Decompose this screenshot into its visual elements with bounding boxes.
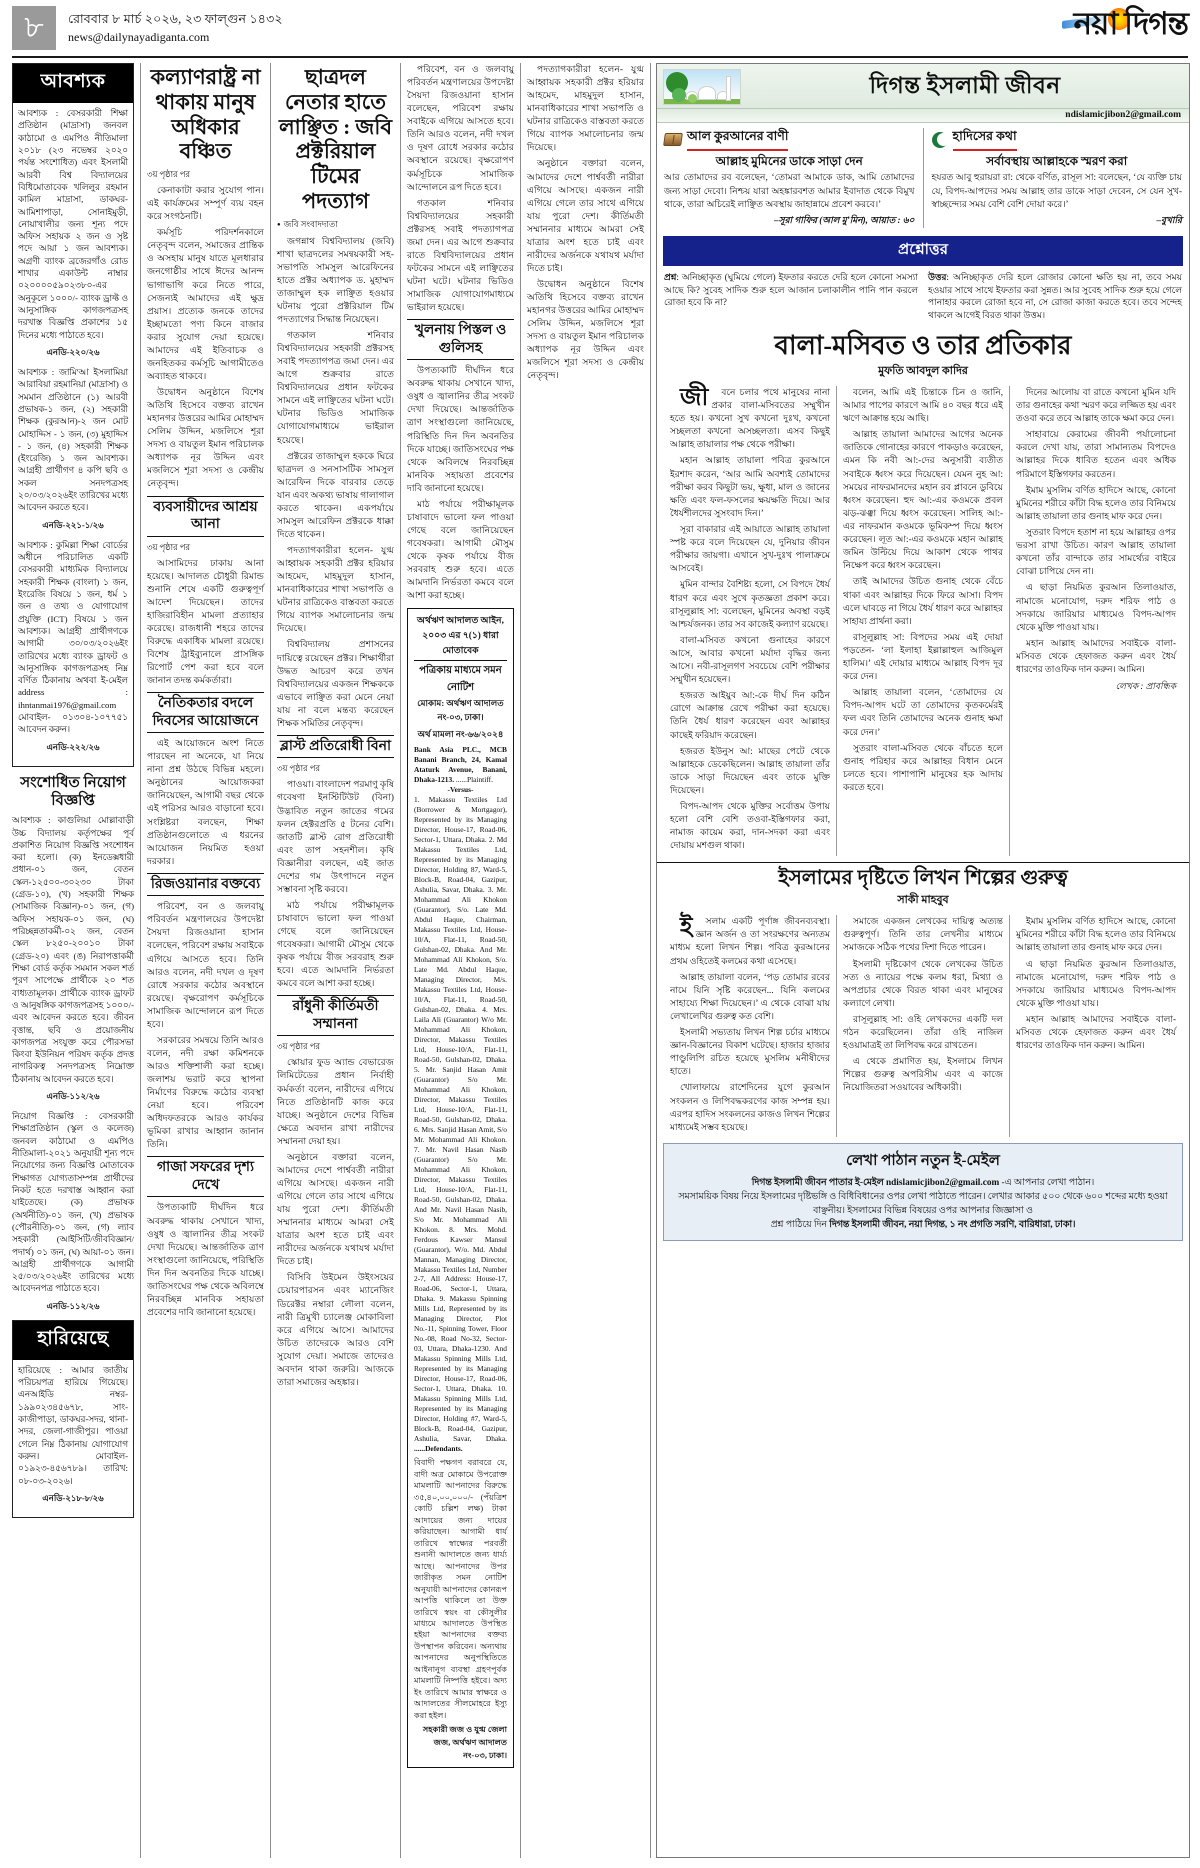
court-notice-box <box>407 608 514 1768</box>
paragraph: সমাজে একজন লেখকের দায়িত্ব অত্যন্ত গুরুত্বপূর্ণ। তিনি তার লেখনীর মাধ্যমে সমাজকে সঠিক পথের দিশা দিতে পারেন। <box>843 916 1003 953</box>
quran-caption <box>664 128 915 151</box>
article-body <box>527 63 644 383</box>
article-body <box>147 1201 264 1319</box>
paragraph: মাঠ পর্যায়ে পরীক্ষামূলক চাষাবাদে ভালো ফল পাওয়া গেছে বলে জানিয়েছেন গবেষকরা। আগামী মৌসুম থেকে কৃষক পর্যায়ে বীজ সরবরাহ শুরু হবে। এতে আমদানি নির্ভরতা কমবে বলে আশা করা হচ্ছে। <box>277 899 394 989</box>
notice-case-number: অর্থ মামলা নং-৬৬/২০২৪ <box>417 729 504 740</box>
page-number: ৮ <box>12 6 56 50</box>
article-body <box>147 737 264 868</box>
article-body <box>147 900 264 1151</box>
notice-defendants <box>414 795 507 1454</box>
headline-blast-resistant-bina: ব্লাস্ট প্রতিরোধী বিনা <box>277 735 394 759</box>
answer-label: উত্তর <box>928 271 947 282</box>
qa-section <box>657 271 1189 326</box>
ad-box-body <box>13 1360 133 1506</box>
green-circle-icon <box>688 94 697 103</box>
defendants-list: 1. Makassu Textiles Ltd (Borrower & Mortgagor), Represented by its Managing Director, House-17, Road-06, Sector-1, Uttara, Dhaka. 2. Md Makassu Textiles Ltd, Represented by its Managing Director, Holding 87, Ward-5, Block-B, Road-04, Gazipur, Ashulia, Savar, Dhaka. 3. Mr. Mohammad Ali Khokon (Guarantor), S/o. Late Md. Abdul Haque, Chairman, Makassu Textiles Ltd, House-10/A, Flat-11, Road-50, Gulshan-02, Dhaka. And Mr. Mohammad Ali Khokon, S/o. Late Md. Abdul Haque, Managing Director, M/s. Makassu Textiles Ltd, House-10/A, Flat-11, Road-50, Gulshan-02, Dhaka. 4. Mrs. Laila Ali (Guarantor) W/o Mr. Mohammad Ali Khokon, Director, Makassu Textiles Ltd, House-10/A, Flat-11, Road-50, Gulshan-02, Dhaka. 5. Mr. Sanjid Hasan Amit (Guarantor) S/o Mr. Mohammad Ali Khokon, Director, Makassu Textiles Ltd, House-10/A, Flat-11, Road-50, Gulshan-02, Dhaka. 6. Mrs. Sanjid Hasan Amit, S/o Mr. Mohammad Ali Khokon. 7. Mr. Navil Hasan Nasib (Guarantor) S/o Mr. Mohammad Ali Khokon, Director, Makassu Textiles Ltd, House-10/A, Flat-11, Road-50, Gulshan-02, Dhaka. And Mr. Navil Hasan Nasib, S/o Mr. Mohammad Ali Khokon. 8. Mrs. Mohd. Ferdous Kawser Mansul (Guarantor), W/o. Md. Abdul Mannan, Managing Director, Makassu Textiles Ltd, Number 2-7, All Address: House-17, Road-06, Sector-1, Uttara, Dhaka. 9. Makassu Spinning Mills Ltd, Represented by its Managing Director, Plot No.-11, Spinning Tower, Floor No.-08, Road No-32, Sector-03, Uttara, Dhaka-1230. And Makassu Spinning Mills Ltd, Represented by its Managing Director, House-17, Road-06, Sector-1, Uttara, Dhaka. 10. Makassu Spinning Mills Ltd, Represented by its Managing Director, Holding #7, Ward-5, Block-B, Road-04, Gazipur, Ashulia, Savar, Dhaka. <box>414 795 507 1444</box>
quran-subheading: আল্লাহ মুমিনের ডাকে সাড়া দেন <box>715 154 863 168</box>
paragraph: দিনের আলোয় বা রাতে কখনো মুমিন যদি তার গুনাহের কথা স্মরণ করে লজ্জিত হয় এবং তওবা করে তবে আল্লাহ তাকে ক্ষমা করে দেন। <box>1016 386 1176 424</box>
quran-block <box>664 128 923 228</box>
question-text: : অনিচ্ছাকৃত (ঘুমিয়ে গেলে) ইফতার করতে দেরি হলে কোনো সমস্যা আছে কি? সুবেহ সাদিক শুরু হলে আজান চলাকালীন পানি পান করলে রোজা হবে কি না? <box>664 271 918 308</box>
article-body <box>147 184 264 490</box>
quran-hadith-row <box>657 123 1189 232</box>
headline-welfare-state: কল্যাণরাষ্ট্র না থাকায় মানুষ অধিকার বঞ্চিত <box>150 65 261 164</box>
article-body <box>277 235 394 730</box>
column-classifieds <box>10 63 140 1858</box>
column-chatradal-news <box>270 63 400 1858</box>
article-body <box>407 364 514 602</box>
paragraph: আল্লাহ তায়ালা আমাদের আগের অনেক জাতিকে গোনাহের কারণে পাকড়াও করেছেন, এমন কি নবী আ:-দের অনুসারী ব্যতীত সবাইকে ধ্বংস করে দিয়েছেন। যেমন নুহ আ: সময়ের নাফরমানদের মহান রব প্লাবনে ডুবিয়ে ধ্বংস করেছেন। হুদ আ:-এর কওমকে প্রবল ঝড়-ঝঞ্ঝা দিয়ে ধ্বংস করেছেন। সালিহ আ:-এর নাফরমান কওমকে ভূমিকম্প দিয়ে ধ্বংস করেছেন। লূত আ:-এর কওমকে মহান আল্লাহ জমিন উল্টিয়ে দিয়ে আকাশ থেকে পাথর নিক্ষেপ করে ধ্বংস করেছেন। <box>843 429 1003 571</box>
paragraph: কেনাকাটা করার সুযোগ পান। এই কার্যক্রমের সম্পূর্ণ ব্যয় বহন করে সংগঠনটি। <box>147 185 264 222</box>
article-body <box>277 778 394 990</box>
paragraph: সুতরাং বিপদে হতাশ না হয়ে আল্লাহর ওপর ভরসা রাখা উচিত। কারণ আল্লাহ তায়ালা কখনো তাঁর বান্দাকে তার সামর্থ্যের বাইরে বোঝা চাপিয়ে দেন না। <box>1016 526 1176 577</box>
logo-text: নয়া দিগন্ত <box>1073 6 1188 41</box>
notice-court: মোকাম: অর্থঋণ আদালত নং-০৩, ঢাকা। <box>417 698 504 723</box>
article-body <box>277 1056 394 1389</box>
paragraph: উদ্বোধন অনুষ্ঠানে বিশেষ অতিথি হিসেবে বক্তব্য রাখেন মহানগর উত্তরের আমির মোহাম্মদ সেলিম উদ্দিন, মজলিসে শূরা সদস্য ও বায়তুল ইমান পরিচালক অধ্যাপক নূর উদ্দিন এবং মজলিসে শূরা সদস্য ও কেন্দ্রীয় নেতৃবৃন্দ। <box>527 279 644 381</box>
ad-box-lost-1 <box>12 1320 134 1518</box>
newsroom-email: news@dailynayadiganta.com <box>68 29 210 44</box>
islamic-main-writer-credit: লেখক : প্রাবন্ধিক <box>1115 681 1176 692</box>
paragraph: পরিবেশ, বন ও জলবায়ু পরিবর্তন মন্ত্রণালয়ের উপদেষ্টা সৈয়দা রিজওয়ানা হাসান বলেছেন, পরিবেশ রক্ষায় সবাইকে এগিয়ে আসতে হবে। তিনি আরও বলেন, নদী দখল ও দূষণ রোধে সরকার কঠোর অবস্থানে রয়েছে। বৃক্ষরোপণ কর্মসূচিকে সামাজিক আন্দোলনে রূপ দিতে হবে। <box>147 901 264 1029</box>
paragraph: মাঠ পর্যায়ে পরীক্ষামূলক চাষাবাদে ভালো ফল পাওয়া গেছে বলে জানিয়েছেন গবেষকরা। আগামী মৌসুম থেকে কৃষক পর্যায়ে বীজ সরবরাহ শুরু হবে। এতে আমদানি নির্ভরতা কমবে বলে আশা করা হচ্ছে। <box>407 498 514 601</box>
islamic-panel <box>656 63 1190 1858</box>
paragraph: সূরা বাকারার এই আয়াতে আল্লাহ তায়ালা স্পষ্ট করে বলে দিয়েছেন যে, দুনিয়ার জীবন পরীক্ষার জায়গা। এখানে সুখ-দুঃখ পালাক্রমে আসবেই। <box>670 523 830 574</box>
islamic-main-author: মুফতি আবদুল কাদির <box>878 364 968 377</box>
answer-block <box>928 271 1182 322</box>
hadith-block <box>924 128 1183 228</box>
islamic-body-column <box>837 915 1009 1137</box>
submit-box-line-1 <box>674 1177 1172 1191</box>
paragraph: উদ্বোধন অনুষ্ঠানে বিশেষ অতিথি হিসেবে বক্তব্য রাখেন মহানগর উত্তরের আমির মোহাম্মদ সেলিম উদ্দিন, মজলিসে শূরা সদস্য ও বায়তুল ইমান পরিচালক অধ্যাপক নূর উদ্দিন এবং মজলিসে শূরা সদস্য ও কেন্দ্রীয় নেতৃবৃন্দ। <box>147 387 264 489</box>
quran-label: আল কুরআনের বাণী <box>687 128 788 151</box>
paragraph: মহান আল্লাহ আমাদের সবাইকে বালা-মসিবত থেকে হেফাজত করুন এবং ধৈর্য ধারণের তাওফিক দান করুন। আমিন। <box>1016 1013 1176 1051</box>
paragraph: প্রক্টরের তাজাম্মুল হককে ঘিরে ছাত্রদল ও সনসাসটিক সামসুল আরেফিন দিকে বারবার তেড়ে যান এবং অকথ্য ভাষায় গালাগাল করতে থাকেন। একপর্যায়ে সামসুল আরেফিন প্রক্টরকে ধাক্কা দিতে থাকেন। <box>277 450 394 539</box>
submit-box-email: ndislamicjibon2@gmail.com <box>885 1177 1000 1188</box>
islamic-panel-wrapper <box>652 63 1190 1858</box>
publication-date: রোববার ৮ মার্চ ২০২৬, ২৩ ফাল্গুন ১৪৩২ <box>68 12 283 26</box>
minaret-icon <box>726 76 731 101</box>
ad-reference: এনডি-২২২/২৬ <box>46 741 100 752</box>
submit-box-address: দিগন্ত ইসলামী জীবন, নয়া দিগন্ত, ১ নং প্রগতি সরণি, বারিধারা, ঢাকা। <box>829 1219 1076 1230</box>
submit-box-prefix: দিগন্ত ইসলামী জীবন পাতার ই-মেইল <box>751 1177 884 1188</box>
paragraph: আল্লাহ তায়ালা বলেন, ‘পড় তোমার রবের নামে যিনি সৃষ্টি করেছেন... যিনি কলমের সাহায্যে শিক্ষা দিয়েছেন।’ এ থেকে বোঝা যায় লেখালেখির গুরুত্ব কত বেশি। <box>670 971 830 1021</box>
ad-box-body <box>13 103 133 755</box>
continued-from-label: ৩য় পৃষ্ঠার পর <box>277 764 321 774</box>
paragraph: উপত্যকাটি দীর্ঘদিন ধরে অবরুদ্ধ থাকায় সেখানে খাদ্য, ওষুধ ও জ্বালানির তীব্র সংকট দেখা দিয়েছে। আন্তর্জাতিক ত্রাণ সংস্থাগুলো জানিয়েছে, পরিস্থিতি দিন দিন অবনতির দিকে যাচ্ছে। জাতিসংঘের পক্ষ থেকে অবিলম্বে নিরবচ্ছিন্ন মানবিক সহায়তা প্রবেশের দাবি জানানো হয়েছে। <box>147 1202 264 1317</box>
masthead-left <box>12 6 283 50</box>
paragraph: বিশ্ববিদ্যালয় প্রশাসনের দায়িত্বে রয়েছেন প্রক্টর। শিক্ষার্থীরা উদ্ধত আচরণ করে তখন বিশ্ববিদ্যালয়ের একজন শিক্ষককে এভাবে লাঞ্ছিত করা মেনে নেয়া যায় না বলে মন্তব্য করেছেন শিক্ষক সমিতির নেতৃবৃন্দ। <box>277 639 394 728</box>
continued-from-label: ৩য় পৃষ্ঠার পর <box>147 542 191 552</box>
submit-box-suffix: -এ আপনার লেখা পাঠান। <box>1001 1177 1095 1188</box>
paragraph: মুমিন বান্দার বৈশিষ্ট্য হলো, সে বিপদে ধৈর্য ধারণ করে এবং সুখে কৃতজ্ঞতা প্রকাশ করে। রাসূলুল্লাহ সা: বলেছেন, মুমিনের অবস্থা বড়ই আশ্চর্যজনক। তার সব কাজেই কল্যাণ রয়েছে। <box>670 579 830 629</box>
notice-plaintiff <box>414 745 507 785</box>
paragraph: এ ছাড়া নিয়মিত কুরআন তিলাওয়াত, নামাজে মনোযোগ, দরুদ শরিফ পাঠ ও সদকায়ে জারিয়ার মাধ্যমেও বিপদ-আপদ থেকে মুক্তি পাওয়া যায়। <box>1016 582 1176 632</box>
paragraph: এ ছাড়া নিয়মিত কুরআন তিলাওয়াত, নামাজে মনোযোগ, দরুদ শরিফ পাঠ ও সদকায়ে জারিয়ার মাধ্যমেও বিপদ-আপদ থেকে মুক্তি পাওয়া যায়। <box>1016 958 1176 1008</box>
headline-rizwana-statement: রিজওয়ানার বক্তব্যে <box>147 873 264 897</box>
paragraph: গতকাল শনিবার বিশ্ববিদ্যালয়ের সহকারী প্রক্টরসহ সবাই পদত্যাগপত্র জমা দেন। এর আগে শুক্রবার রাতে বিশ্ববিদ্যালয়ের প্রধান ফটকের সামনে এই লাঞ্ছিতের ঘটনা ঘটে। ঘটনার ভিডিও সামাজিক যোগাযোগমাধ্যমে ভাইরাল হয়েছে। <box>407 197 514 313</box>
headline-ethics-day: নৈতিকতার বদলে দিবসের আয়োজনে <box>147 692 264 733</box>
paragraph: এ থেকে প্রমাণিত হয়, ইসলামে লিখন শিল্পের গুরুত্ব অপরিসীম এবং এ কাজে নিয়োজিতরা সওয়াবের অধিকারী। <box>843 1056 1003 1093</box>
column-welfare-state-news <box>140 63 270 1858</box>
islamic-body-column <box>1010 915 1182 1137</box>
paragraph: তাই আমাদের উচিত গুনাহ থেকে বেঁচে থাকা এবং আল্লাহর দিকে ফিরে আসা। বিপদ এলে ঘাবড়ে না গিয়ে ধৈর্য ধারণ করে আল্লাহর সাহায্য প্রার্থনা করা। <box>843 576 1003 626</box>
islamic-second-author: সাকী মাহবুব <box>897 894 949 907</box>
paragraph: পদত্যাগকারীরা হলেন- যুগ্ম আহ্বায়ক সহকারী প্রক্টর হরিয়ার আহমেদ, মাহমুদুল হাসান, মানবাধিকারের শাখা সভাপতি ও ঘটনার রাত্রিকেও বাস্তবতা করতে গিয়ে ব্যাপক সমালোচনার জন্ম দিয়েছে। <box>277 545 394 634</box>
paragraph: আসামিদের ঢাকায় আনা হয়েছে। আদালত চৌধুরী রিমান্ড শুনানি শেষে একটি গুরুত্বপূর্ণ আদেশ দিয়েছেন। তাদের হাজিরাবিহীন মামলা প্রত্যাহার করেছে। রাজধানী শহরে তাদের বিরুদ্ধে একাধিক মামলা রয়েছে। বিশেষ ট্রাইব্যুনালে প্রাসঙ্গিক রিপোর্ট পেশ করা হবে বলে জানান তদন্ত কর্মকর্তারা। <box>147 557 264 686</box>
question-label: প্রশ্ন <box>664 271 677 282</box>
hadith-text: হযরত আবু হুরায়রা রা: থেকে বর্ণিত, রাসূল সা: বলেছেন, ‘যে ব্যক্তি চায় যে, বিপদ-আপদের সময় আল্লাহ তার ডাকে সাড়া দেবেন, সে যেন সুখ-স্বাচ্ছন্দ্যের সময় বেশি বেশি দোয়া করে।’ <box>931 172 1182 209</box>
paragraph: কর্মসূচি পরিদর্শনকালে নেতৃবৃন্দ বলেন, সমাজের প্রান্তিক ও অসহায় মানুষ যাতে মূলধারার জনগোষ্ঠীর সাথে ঈদের আনন্দ ভাগাভাগি করে নিতে পারে, সেজন্যই আমাদের এই ক্ষুদ্র প্রয়াস। প্রত্যেক জনকে তাদের ইচ্ছামতো পণ্য কিনে বাজার করার সুযোগ দেয়া হয়েছে। আমাদের এই ইতিবাচক ও জনহিতকর কর্মসূচি আগামীতেও অব্যাহত থাকবে। <box>147 227 264 381</box>
masthead <box>10 6 1190 54</box>
ad-item: আবশ্যক : বেসরকারী শিক্ষা প্রতিষ্ঠান (মাদ্রাসা) জনবল কাঠামো ও এমপিও নীতিমালা ২০১৮ (২৩ নভেম্বর ২০২০ পর্যন্ত সংশোধিত) এবং ইসলামী আরবী বিশ্ব বিদ্যালয়ের বিধিমোতাবেক খলিলুর রহমান কামিল মাদ্রাসা, ডাকঘর-আমিশাপাড়া, সোনাইমুড়ী, নোয়াখালীর জন্য শূন্য পদে অফিস সহায়ক ২ জন ও সৃষ্ট পদে আয়া ১ জন আবশ্যক। অগ্রণী ব্যাংক ব্রজেরগাঁও রোড শাখার একাউন্ট নাম্বার ০২০০০০৫৯০২৩৮০-এর অনুকূলে ১০০০/- ব্যাংক ড্রাফ্ট ও আনুসাঙ্গিক কাগজপত্রসহ দরখাস্ত বিজ্ঞপ্তি প্রকাশের ১৫ দিনের মধ্যে পাঠাতে হবে। <box>18 108 128 340</box>
headline-businessmen: ব্যবসায়ীদের আশ্রয় আনা <box>147 496 264 537</box>
notice-act-line: অর্থঋণ আদালত আইন, ২০০৩ এর ৭(১) ধারা মোতাবেক <box>414 613 507 661</box>
paragraph: জীবনে চলার পথে মানুষের নানা প্রকার বালা-মসিবতের সম্মুখীন হতে হয়। কখনো সুখ কখনো দুঃখ, কখনো সচ্ছলতা কখনো অসচ্ছলতা। এসব কিছুই আল্লাহ তায়ালার পক্ষ থেকে পরীক্ষা। <box>670 384 830 450</box>
paragraph: অনুষ্ঠানে বক্তারা বলেন, আমাদের দেশে পার্শ্ববর্তী নারীরা এগিয়ে আসছে। একজন নারী এগিয়ে গেলে তার সাথে এগিয়ে যায় পুরো দেশ। কীর্তিমতী সম্মাননার মাধ্যমে আমরা সেই যাত্রার অংশ হতে চাই এবং নারীদের অর্জনকে যথাযথ মর্যাদা দিতে চাই। <box>277 1151 394 1267</box>
ad-reference: এনডি-১১২/২৬ <box>46 1300 100 1311</box>
hadith-source: –বুখারি <box>1156 214 1182 225</box>
paragraph: রাসূলুল্লাহ সা: বিপদের সময় এই দোয়া পড়তেন- ‘লা ইলাহা ইল্লাল্লাহুল আজিমুল হালিম।’ এই দোয়ার মাধ্যমে আল্লাহ বিপদ দূর করে দেন। <box>843 631 1003 682</box>
paragraph: পরিবেশ, বন ও জলবায়ু পরিবর্তন মন্ত্রণালয়ের উপদেষ্টা সৈয়দা রিজওয়ানা হাসান বলেছেন, পরিবেশ রক্ষায় সবাইকে এগিয়ে আসতে হবে। তিনি আরও বলেন, নদী দখল ও দূষণ রোধে সরকার কঠোর অবস্থানে রয়েছে। বৃক্ষরোপণ কর্মসূচিকে সামাজিক আন্দোলনে রূপ দিতে হবে। <box>407 64 514 192</box>
ad-item: আবশ্যক : কুমিল্লা শিক্ষা বোর্ডের অধীনে পরিচালিত একটি বেসরকারী মাধ্যমিক বিদ্যালয়ে সহকারী শিক্ষক (বাংলা) ১ জন, ইংরেজি বিষয়ে ১ জন, ধর্ম ১ জন ও তথ্য ও যোগাযোগ প্রযুক্তি (ICT) বিষয়ে ১ জন আবশ্যক। আগ্রহী প্রার্থীগণকে আগামী ৩০/০৩/২০২৬ইং তারিখের মধ্যে ব্যাংক ড্রাফট ও আনুসাঙ্গিক কাগজপত্রসহ নিম্ন বর্ণিত ঠিকানায় অথবা ই-মেইল address : ihntanmai1976@gmail.com মোবাইল- ০১৩০৪-১০৭৭৫১ আবেদন করুন। <box>18 539 128 735</box>
submit-box-line-2: সমসাময়িক বিষয় নিয়ে ইসলামের দৃষ্টিভঙ্গি ও বিধিবিধানের ওপর লেখা পাঠাতে পারেন। লেখার আকার ৫০০ থেকে ৬০০ শব্দের মধ্যে হওয়া বাঞ্ছনীয়। ইসলামের বিভিন্ন বিষয়ের ওপর আপনার জিজ্ঞাসা ও <box>678 1191 1168 1216</box>
paragraph: বিপদ-আপদ থেকে মুক্তির সর্বোত্তম উপায় হলো বেশি বেশি তওবা-ইস্তিগফার করা, নামাজ কায়েম করা, দান-সদকা করা এবং দোয়ায় মশগুল থাকা। <box>670 801 830 851</box>
mosque-logo-icon <box>663 69 741 105</box>
ad-item: আবশ্যক : কাগুলিয়া মোল্লাবাড়ী উচ্চ বিদ্যালয় কর্তৃপক্ষের পূর্ব প্রকাশিত নিয়োগ বিজ্ঞপ্তি সংশোধন করা হলো। (ক) ইনডেক্সধারী প্রধান-০১ জন, বেতন স্কেল-১২৫০০-৩০২৩০ টাকা (গ্রেড-১০), (খ) সহকারী শিক্ষক (সামাজিক বিজ্ঞান)-০১ জন, (গ) অফিস সহায়ক-০১ জন, (ঘ) পরিচ্ছন্নতাকর্মী-০২ জন, বেতন স্কেল ৮২৫০-২০০১০ টাকা (গ্রেড-২০) এবং (ঙ) নিরাপত্তাকর্মী শিক্ষা বোর্ড কর্তৃক সমমান সকল শর্ত পূরণ সাপেক্ষে প্রার্থীকে ২০ শত বাধ্যতামূলক। প্রার্থীকে ব্যাংক ড্রাফট ও আনুষঙ্গিক কাগজপত্রসহ ১০০০/- এবং আবেদন করতে হবে। জীবন বৃত্তান্ত, ছবি ও প্রয়োজনীয় কাগজপত্র সংযুক্ত করে পৌরসভা কিংবা ইউনিয়ন পরিষদ কর্তৃক প্রদত্ত নাগরিকত্ব সনদপত্রসহ নিম্নোক্ত ঠিকানায় আবেদন করতে হবে। <box>12 815 134 1084</box>
question-block <box>664 271 918 322</box>
paragraph: স্কোয়ার ফুড অ্যান্ড বেভারেজ লিমিটেডের প্রধান নির্বাহী কর্মকর্তা বলেন, নারীদের এগিয়ে নিতে প্রতিষ্ঠানটি কাজ করে যাচ্ছে। অনুষ্ঠানে দেশের বিভিন্ন ক্ষেত্রে অবদান রাখা নারীদের সম্মাননা দেয়া হয়। <box>277 1057 394 1146</box>
paragraph: খোলাফায়ে রাশেদিনের যুগে কুরআন সংকলন ও লিপিবদ্ধকরণের কাজ সম্পন্ন হয়। এরপর হাদিস সংকলনের কাজও লিখন শিল্পের মাধ্যমেই সম্ভব হয়েছে। <box>670 1082 830 1132</box>
paragraph: পদত্যাগকারীরা হলেন- যুগ্ম আহ্বায়ক সহকারী প্রক্টর হরিয়ার আহমেদ, মাহমুদুল হাসান, মানবাধিকারের শাখা সভাপতি ও ঘটনার রাত্রিকেও বাস্তবতা করতে গিয়ে ব্যাপক সমালোচনার জন্ম দিয়েছে। <box>527 64 644 153</box>
submit-box-line3-prefix: প্রশ্ন পাঠিয়ে দিন <box>770 1219 827 1230</box>
islamic-body-column <box>837 386 1009 856</box>
paragraph: সরকারের সমন্বয়ে তিনি আরও বলেন, নদী রক্ষা কমিশনকে আরও শক্তিশালী করা হচ্ছে। জলাশয় ভরাট করে স্থাপনা নির্মাণের বিরুদ্ধে কঠোর ব্যবস্থা নেয়া হবে। পরিবেশ অধিদফতরকে আরও কার্যকর ভূমিকা রাখার আহ্বান জানান তিনি। <box>147 1034 264 1150</box>
paragraph: এই আয়োজনে অংশ নিতে পারছেন না অনেকে, যা নিয়ে নানা প্রশ্ন উঠছে বিভিন্ন মহলে। অনুষ্ঠানের আয়োজকরা জানিয়েছেন, আগামী বছর থেকে এই পরিসর আরও বাড়ানো হবে। সংশ্লিষ্টরা বলছেন, শিক্ষা প্রতিষ্ঠানগুলোতে এ ধরনের আয়োজন নিয়মিত হওয়া দরকার। <box>147 738 264 866</box>
ad-box-title: আবশ্যক <box>13 64 133 103</box>
quran-text: আর তোমাদের রব বলেছেন, ‘তোমরা আমাকে ডাক, আমি তোমাদের জন্য সাড়া দেবো। নিশ্চয় যারা অহঙ্কারবশত আমার ইবাদাত থেকে বিমুখ থাকে, তারা অচিরেই লাঞ্ছিত অবস্থায় জাহান্নামে প্রবেশ করবে।’ <box>664 172 915 209</box>
paragraph: সাহাবায়ে কেরামের জীবনী পর্যালোচনা করলে দেখা যায়, তারা সামান্যতম বিপদেও আল্লাহর দিকে ধাবিত হতেন এবং অধিক পরিমাণে ইস্তিগফার করতেন। <box>1016 429 1176 479</box>
paragraph: ইসলাম একটি পূর্ণাঙ্গ জীবনব্যবস্থা। জ্ঞান অর্জন ও তা সংরক্ষণের অন্যতম মাধ্যম হলো লিখন শিল্প। পবিত্র কুরআনের প্রথম ওহিতেই কলমের কথা এসেছে। <box>670 914 830 966</box>
islamic-body-column <box>664 386 836 856</box>
paragraph: ইমাম মুসলিম বর্ণিত হাদিসে আছে, কোনো মুমিনের শরীরে কাঁটা বিদ্ধ হলেও তার বিনিময়ে আল্লাহ তায়ালা তার গুনাহ মাফ করে দেন। <box>1016 484 1176 521</box>
headline-gaza-visit: গাজা সফরের দৃশ্য দেখে <box>147 1156 264 1197</box>
islamic-panel-title: দিগন্ত ইসলামী জীবন <box>869 73 1061 98</box>
hadith-label: হাদিসের কথা <box>953 128 1017 151</box>
ad-reference: এনডি-২২১-১/২৬ <box>42 519 104 530</box>
paragraph: হজরত ইউনুস আ: মাছের পেটে থেকে আল্লাহকে ডেকেছিলেন। আল্লাহ তায়ালা তাঁর ডাকে সাড়া দিয়েছেন এবং তাকে মুক্তি দিয়েছেন। <box>670 745 830 796</box>
paragraph: বিসিবি উইমেন উইংসয়ের চেয়ারপারসন এবং ম্যানেজিং ডিরেক্টর নম্বারা লৌলা বলেন, নারী ত্রিমুখী চ্যালেঞ্জ মোকাবিলা করে এগিয়ে আসে। আমাদের উচিত তাদেরকে আরও বেশি সুযোগ দেয়া। সমাজে তাদেরও অবদান থাকা জরুরি। আজকে তারা সমাজের অহঙ্কার। <box>277 1272 394 1387</box>
header-divider <box>12 56 1188 58</box>
ad-box-title: হারিয়েছে <box>13 1321 133 1360</box>
ad-reference: এনডি-২২০/২৬ <box>46 346 100 357</box>
notice-versus: -Versus- <box>447 785 474 795</box>
notice-title: পত্রিকায় মাধ্যমে সমন নোটিশ <box>419 665 502 694</box>
answer-text: : অনিচ্ছাকৃত দেরি হলে রোজার কোনো ক্ষতি হয় না, তবে সময় হওয়ার সাথে সাথে ইফতার করা সুন্নত। আর সুবেহ সাদিক শুরু হয়ে গেলে পানাহার করলে রোজা হবে না, সে রোজা কাজা করতে হবে। তবে সন্দেহ থাকলে আগেই বিরত থাকা উত্তম। <box>928 271 1182 321</box>
paragraph: জগন্নাথ বিশ্ববিদ্যালয় (জবি) শাখা ছাত্রদলের সমন্বয়কারী সহ-সভাপতি সামসুল আরেফিনের হাতে প্রক্টর অধ্যাপক ড. মুহাম্মদ তাজাম্মুল হক লাঞ্ছিত হওয়ার ঘটনায় পুরো প্রক্টরিয়াল টিম পদত্যাগের সিদ্ধান্ত নিয়েছেন। <box>277 235 394 324</box>
ad-item: নিয়োগ বিজ্ঞপ্তি : বেসরকারী শিক্ষাপ্রতিষ্ঠান (স্কুল ও কলেজ) জনবল কাঠামো ও এমপিও নীতিমালা-২০২১ অনুযায়ী শূন্য পদে নিয়োগের জন্য বিজ্ঞপ্তি মোতাবেক শিক্ষাগত যোগ্যতাসম্পন্ন প্রার্থীদের নিকট হতে দরখাস্ত আহ্বান করা যাইতেছে। (ক) প্রভাষক (অর্থনীতি)-০১ জন, (খ) প্রভাষক (পৌরনীতি)-০১ জন, (গ) ল্যাব সহকারী (আইসিটি/জীববিজ্ঞান/পদার্থ) ০১ জন, (ঘ) আয়া-০১ জন। আগ্রহী প্রার্থীগণকে আগামী ২৫/০৩/২০২৬ইং তারিখের মধ্যে আবেদনপত্র পাঠাতে হবে। <box>12 1111 134 1294</box>
notice-bengali-body: বিবাদী পক্ষগণ বরাবরে যে, বাদী অত্র মোকামে উপরোক্ত মামলাটি আপনাদের বিরুদ্ধে ৩৫,৪০,০০,০০০/- (পঁয়ত্রিশ কোটি চল্লিশ লক্ষ) টাকা আদায়ের জন্য দায়ের করিয়াছেন। আগামী ধার্য তারিখে স্বাক্ষ্যের পরবর্তী শুনানী আদালতে জন্য ধার্য্য আছে। আপনাদের উপর জারীকৃত সমন নোটিশ অনুযায়ী আপনাদের কোনরূপ আপত্তি থাকিলে তা উক্ত তারিখে স্বয়ং বা কৌসুলীর মাধ্যমে আদালতে উপস্থিত হইয়া আপনাদের বক্তব্য উপস্থাপন করিবেন। অন্যথায় আপনাদের অনুপস্থিতিতে আইনানুগ ব্যবস্থা গ্রহণপূর্বক মামলাটি নিষ্পত্তি হইবে। অদ্য ইং তারিখে আমার স্বাক্ষরে ও আদালতের সীলমোহরে ইস্যু করা হইল। <box>414 1458 507 1720</box>
paragraph: বলেন, আমি এই চিন্তাকে চিন ও জানি, আমার পাপের কারণে আমি ৪০ বছর ধরে এই ঋণে আক্রান্ত হয়ে আছি। <box>843 386 1003 424</box>
plaintiff-name: Bank Asia PLC., MCB Banani Branch, 24, Kamal Ataturk Avenue, Banani, Dhaka-1213. <box>414 745 507 785</box>
headline-khulna-pistol: খুলনায় পিস্তল ও গুলিসহ <box>407 319 514 360</box>
notice-signature: সহকারী জজ ও যুগ্ম জেলা জজ, অর্থঋণ আদালত নং-০৩, ঢাকা। <box>422 1725 507 1761</box>
islamic-panel-header <box>657 64 1189 109</box>
islamic-panel-email: ndislamicjibon2@gmail.com <box>657 109 1189 123</box>
headline-chatradal: ছাত্রদল নেতার হাতে লাঞ্ছিত : জবি প্রক্টরিয়াল টিমের পদত্যাগ <box>278 65 393 213</box>
paragraph: অনুষ্ঠানে বক্তারা বলেন, আমাদের দেশে পার্শ্ববর্তী নারীরা এগিয়ে আসছে। একজন নারী এগিয়ে গেলে তার সাথে এগিয়ে যায় পুরো দেশ। কীর্তিমতী সম্মাননার মাধ্যমে আমরা সেই যাত্রার অংশ হতে চাই এবং নারীদের অর্জনকে যথাযথ মর্যাদা দিতে চাই। <box>527 158 644 273</box>
islamic-body-column <box>664 915 836 1137</box>
paragraph: আল্লাহ তায়ালা বলেন, ‘তোমাদের যে বিপদ-আপদ ঘটে তা তোমাদের কৃতকর্মেরই ফল এবং তিনি তোমাদের অনেক গুনাহ ক্ষমা করে দেন।’ <box>843 687 1003 737</box>
submit-box-line-3 <box>674 1219 1172 1233</box>
islamic-main-body <box>657 386 1189 856</box>
paragraph: গতকাল শনিবার বিশ্ববিদ্যালয়ের সহকারী প্রক্টরসহ সবাই পদত্যাগপত্র জমা দেন। এর আগে শুক্রবার রাতে বিশ্ববিদ্যালয়ের প্রধান ফটকের সামনে এই লাঞ্ছিতের ঘটনা ঘটে। ঘটনার ভিডিও সামাজিক যোগাযোগমাধ্যমে ভাইরাল হয়েছে। <box>277 330 394 445</box>
article-body <box>147 557 264 688</box>
hadith-caption <box>932 128 1183 151</box>
defendants-tag: ......Defendants. <box>414 1444 463 1454</box>
continued-from-label: ৩য় পৃষ্ঠার পর <box>147 170 191 180</box>
islamic-second-headline: ইসলামের দৃষ্টিতে লিখন শিল্পের গুরুত্ব <box>657 862 1189 891</box>
column-khulna-and-notice <box>400 63 520 1858</box>
article-body <box>407 63 514 314</box>
crescent-moon-icon <box>932 132 948 148</box>
paragraph: ইসলামী দৃষ্টিকোণ থেকে লেখকের উচিত সত্য ও ন্যায়ের পক্ষে কলম ধরা, মিথ্যা ও অপপ্রচার থেকে বিরত থাকা এবং মানুষের কল্যাণে লেখা। <box>843 958 1003 1008</box>
ad-item: আবশ্যক : জামি'আ ইসলামিয়া আরাবিয়া রহমানিয়া (মাদ্রাসা) ও সমমান প্রতিষ্ঠানে (১) আরবী প্রভাষক-১ জন, (২) সহকারী শিক্ষক (কুরআন)-২ জন মোট মোহাদ্দিস - ১ জন, (৩) মুহাদ্দিস - ১ জন, (৪) সহকারী শিক্ষক (ইংরেজি) ১ জন আবশ্যক। আগ্রহী প্রার্থীগণ ৪ কপি ছবি ও সকল সনদপত্রসহ ২০/০৩/২০২৬ইং তারিখের মধ্যে আবেদন করতে হবে। <box>18 366 128 513</box>
paragraph: সুতরাং বালা-মসিবত থেকে বাঁচতে হলে গুনাহ পরিহার করে আল্লাহর বিধান মেনে চলতে হবে। পাশাপাশি মানুষের হক আদায় করতে হবে। <box>843 742 1003 793</box>
submit-article-box <box>663 1143 1183 1241</box>
dome-icon <box>698 86 716 100</box>
paragraph: মহান আল্লাহ আমাদের সবাইকে বালা-মসিবত থেকে হেফাজত করুন এবং ধৈর্য ধারণের তাওফিক দান করুন। আমিন। <box>1016 637 1176 675</box>
quran-book-icon <box>663 133 683 146</box>
paragraph: রাসূলুল্লাহ সা: ওহি লেখকদের একটি দল গঠন করেছিলেন। তাঁরা ওহি নাজিল হওয়ামাত্রই তা লিপিবদ্ধ করে রাখতেন। <box>843 1013 1003 1051</box>
submit-box-title: লেখা পাঠান নতুন ই-মেইল <box>846 1152 1000 1169</box>
plaintiff-tag: ......Plaintiff. <box>455 775 493 785</box>
paragraph: ইসলামী সভ্যতায় লিখন শিল্প চর্চার মাধ্যমে জ্ঞান-বিজ্ঞানের বিকাশ ঘটেছে। হাজার হাজার পাণ্ডুলিপি রচিত হয়েছে মুসলিম মনীষীদের হাতে। <box>670 1027 830 1077</box>
paragraph: ইমাম মুসলিম বর্ণিত হাদিসে আছে, কোনো মুমিনের শরীরে কাঁটা বিদ্ধ হলেও তার বিনিময়ে আল্লাহ তায়ালা তার গুনাহ মাফ করে দেন। <box>1016 916 1176 953</box>
continued-from-label: ৩য় পৃষ্ঠার পর <box>277 1042 321 1052</box>
ad-reference: এনডি-১১২/২৬ <box>46 1091 100 1102</box>
quran-source: –সূরা গাফির (আল মু’মিন), আয়াত : ৬০ <box>774 214 915 225</box>
qa-section-bar: প্রশ্নোত্তর <box>663 236 1183 266</box>
section-heading-revised-recruitment: সংশোধিত নিয়োগ বিজ্ঞপ্তি <box>20 774 126 810</box>
paragraph: মহান আল্লাহ তায়ালা পবিত্র কুরআনে ইরশাদ করেন, ‘আর আমি অবশ্যই তোমাদের পরীক্ষা করব কিছুটা ভয়, ক্ষুধা, মাল ও জানের ক্ষতি এবং ফল-ফসলের ক্ষয়ক্ষতি দিয়ে। আর ধৈর্যশীলদের সুসংবাদ দিন।’ <box>670 455 830 518</box>
paragraph: পাওয়া। বাংলাদেশ পরমাণু কৃষি গবেষণা ইনস্টিটিউট (বিনা) উদ্ভাবিত নতুন জাতের গমের ফলন হেক্টরপ্রতি ৫ টনের বেশি। জাতটি ব্লাস্ট রোগ প্রতিরোধী এবং তাপ সহনশীল। কৃষি বিজ্ঞানীরা বলছেন, এই জাত দেশের গম উৎপাদনে নতুন সম্ভাবনা সৃষ্টি করবে। <box>277 779 394 894</box>
islamic-body-column <box>1010 386 1182 856</box>
paragraph: উপত্যকাটি দীর্ঘদিন ধরে অবরুদ্ধ থাকায় সেখানে খাদ্য, ওষুধ ও জ্বালানির তীব্র সংকট দেখা দিয়েছে। আন্তর্জাতিক ত্রাণ সংস্থাগুলো জানিয়েছে, পরিস্থিতি দিন দিন অবনতির দিকে যাচ্ছে। জাতিসংঘের পক্ষ থেকে অবিলম্বে নিরবচ্ছিন্ন মানবিক সহায়তা প্রবেশের দাবি জানানো হয়েছে। <box>407 365 514 493</box>
paragraph: হজরত আইয়ুব আ:-কে দীর্ঘ দিন কঠিন রোগে আক্রান্ত রেখে পরীক্ষা করা হয়েছে। তিনি ধৈর্য ধারণ করেছেন এবং আল্লাহর কাছেই ফরিয়াদ করেছেন। <box>670 690 830 740</box>
headline-radhuni-award: রাঁধুনী কীর্তিমতী সম্মাননা <box>277 995 394 1036</box>
islamic-main-headline: বালা-মসিবত ও তার প্রতিকার <box>774 330 1072 360</box>
ad-box-required <box>12 63 134 767</box>
ad-item: হারিয়েছে : আমার জাতীয় পরিচয়পত্র হারিয়ে গিয়েছে। এনআইডি নম্বর- ১৯৯০২৩৪৫৬৭৮, সাং-কাজীপাড়া, ডাকঘর-সদর, থানা-সদর, জেলা-গাজীপুর। পাওয়া গেলে নিম্ন ঠিকানায় যোগাযোগ করুন। মোবাইল- ০১৯২৩-৪৫৬৭৮৯। তারিখ: ০৮-০৩-২০২৬। <box>18 1364 128 1486</box>
page-columns <box>10 63 1190 1858</box>
islamic-second-body <box>657 915 1189 1137</box>
byline: ● জবি সংবাদদাতা <box>277 218 394 232</box>
masthead-logo <box>1008 6 1188 52</box>
paragraph: বালা-মসিবত কখনো গুনাহের কারণে আসে, আবার কখনো মর্যাদা বৃদ্ধির জন্য আসে। নবী-রাসূলগণ সবচেয়ে বেশি পরীক্ষার সম্মুখীন হয়েছেন। <box>670 634 830 685</box>
column-extra <box>520 63 650 1858</box>
ad-reference: এনডি-২১৮-৮/২৬ <box>42 1492 104 1503</box>
hadith-subheading: সর্বাবস্থায় আল্লাহকে স্মরণ করা <box>986 154 1128 168</box>
green-circle-icon <box>672 88 686 102</box>
